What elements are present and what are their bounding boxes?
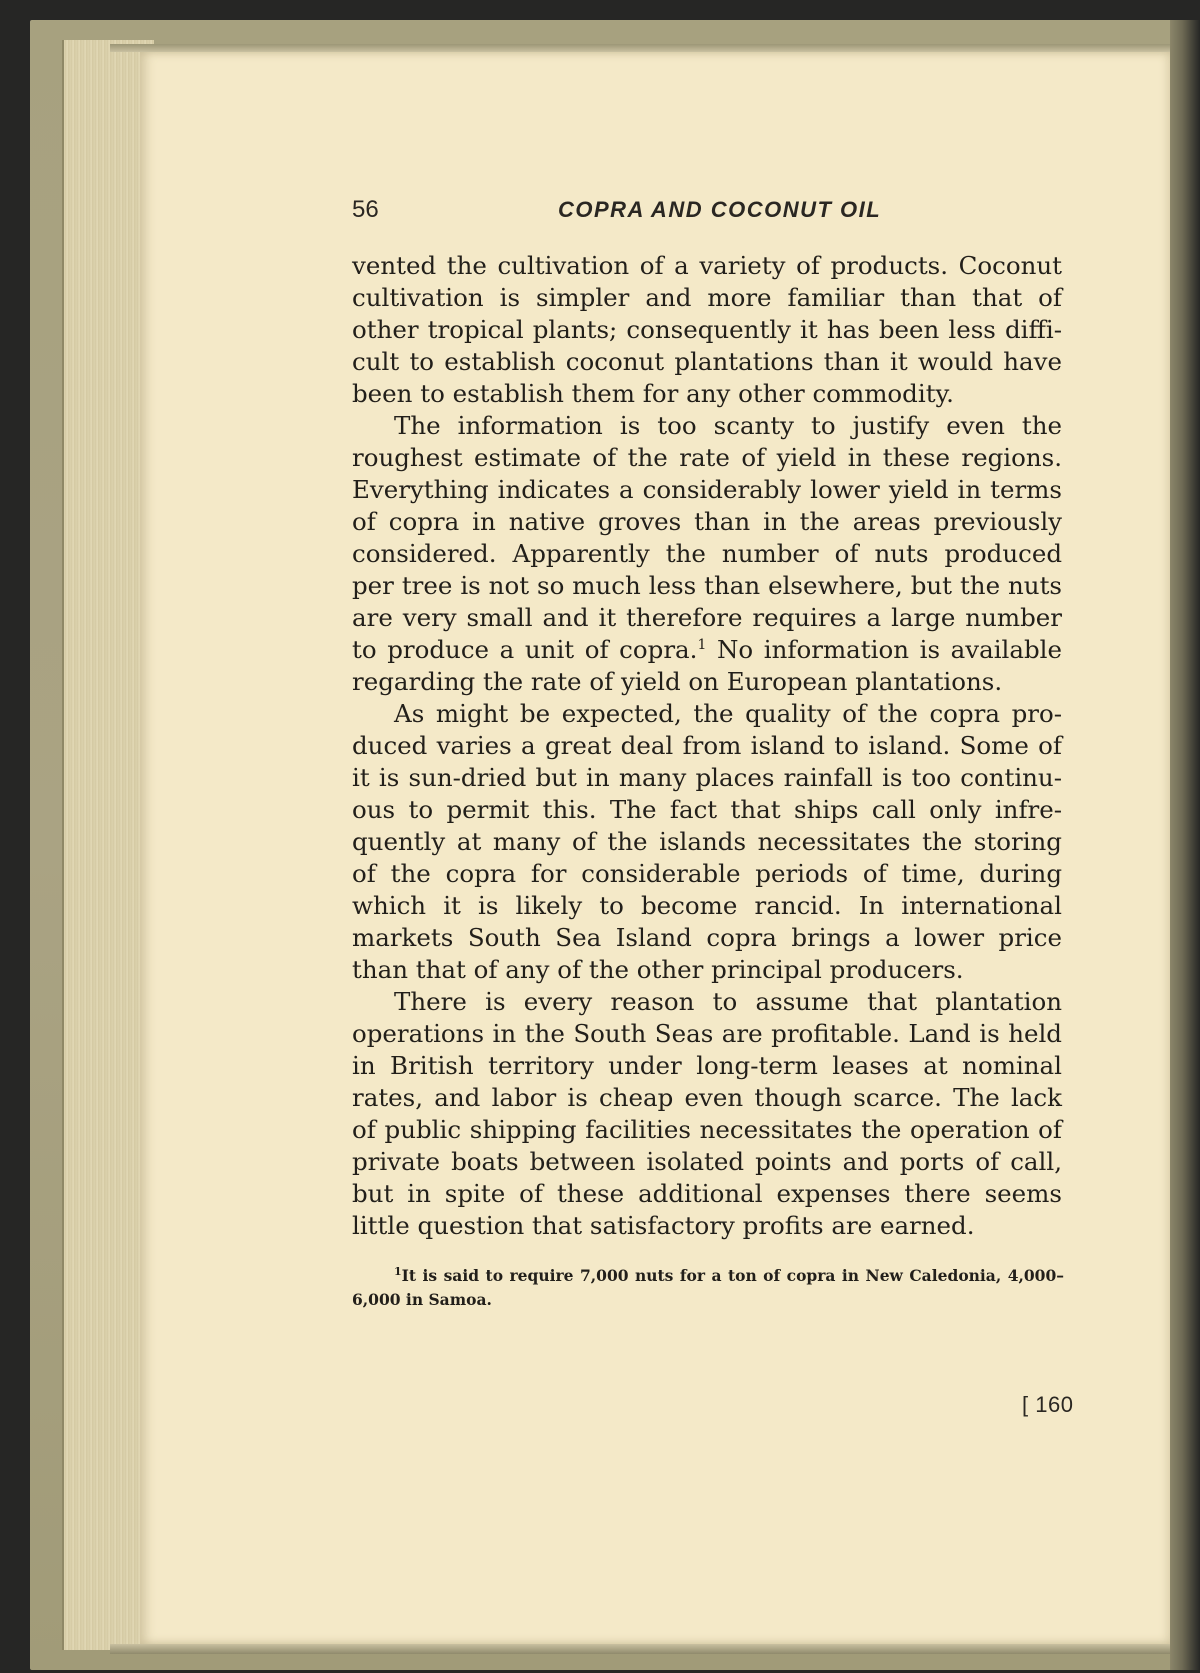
paragraph-3: As might be expected, the quality of the copra produced varies a great deal from island to island. Some of it is sun-dried but in many places rainfall is too continuous to permit this. The fact that ships call only infrequently at many of the islands necessitates the storing of the copra for considerable periods of time, during which it is likely to become rancid. In international markets South Sea Island copra brings a lower price than that of any of the other principal producers.: [352, 699, 1062, 984]
footnote-mark: 1: [394, 1264, 402, 1278]
footnote-text: It is said to require 7,000 nuts for a ton of copra in New Caledonia, 4,000–6,000 in Samoa.: [352, 1266, 1064, 1309]
running-title: COPRA AND COCONUT OIL: [558, 197, 882, 222]
page-bottom-edge: [110, 1644, 1170, 1654]
paragraph-2-text-continued: No information is available regarding the rate of yield on European plantations.: [352, 635, 1062, 696]
book-spine-edge: [1170, 20, 1200, 1670]
footnote-paragraph: [352, 1264, 1064, 1312]
paragraph-4: There is every reason to assume that plantation operations in the South Seas are profitable. Land is held in British territory under long-term leases at nominal rates, and labor is cheap even though scarce. The lack of public shipping facilities necessitates the operation of private boats between isolated points and ports of call, but in spite of these additional expenses there seems little question that satisfactory profits are earned.: [352, 987, 1062, 1240]
page-number: 56: [352, 196, 379, 223]
paragraph-2: [352, 410, 1062, 698]
footnote-reference: 1: [697, 636, 707, 653]
paragraph-1: vented the cultivation of a variety of products. Coconut cultivation is simpler and more familiar than that of other tropical plants; consequently it has been less difficult to establish coconut plantations than it would have been to establish them for any other commodity.: [352, 251, 1062, 408]
running-header: [352, 192, 1072, 228]
footnote: [352, 1264, 1064, 1312]
page-top-edge: [110, 44, 1170, 52]
paragraph-2-text: The information is too scanty to justify even the roughest estimate of the rate of yield in these regions. Everything indicates a considerably lower yield in terms of copra in native groves than in the areas previously considered. Apparently the number of nuts produced per tree is not so much less than elsewhere, but the nuts are very small and it therefore requires a large number to produce a unit of copra.: [352, 411, 1062, 664]
folio-number: [ 160: [1022, 1392, 1074, 1417]
body-text: [352, 250, 1062, 1242]
